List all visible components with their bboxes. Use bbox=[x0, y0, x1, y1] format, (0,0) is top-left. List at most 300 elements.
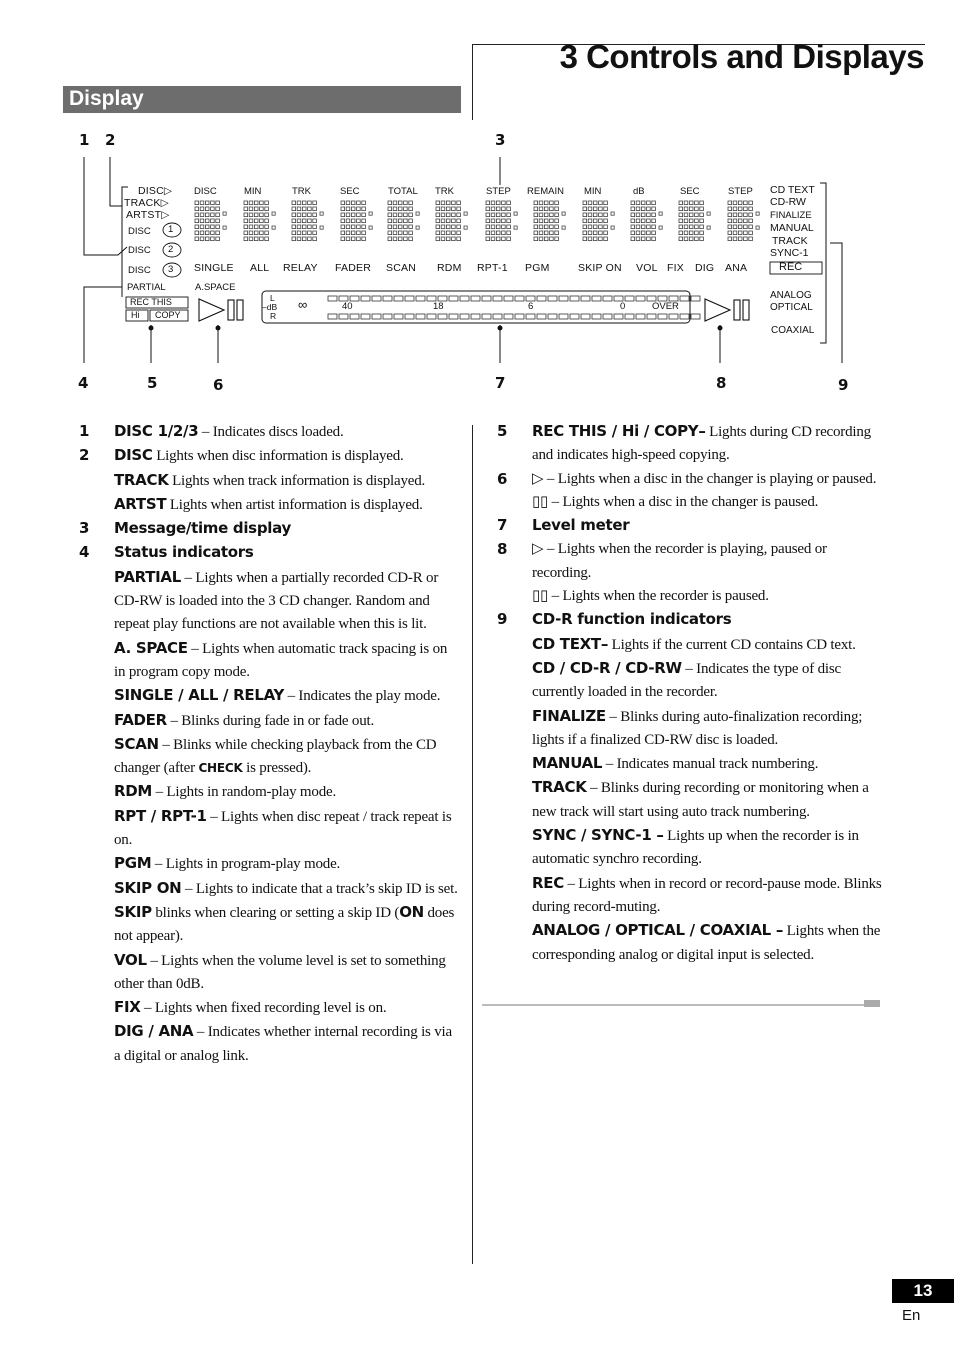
display-dot bbox=[249, 219, 253, 223]
display-dot bbox=[689, 219, 693, 223]
display-dot bbox=[404, 225, 408, 229]
meter-segment bbox=[647, 314, 656, 319]
display-dot bbox=[211, 201, 215, 205]
display-dot bbox=[244, 231, 248, 235]
display-dot bbox=[652, 225, 656, 229]
display-dot bbox=[728, 207, 732, 211]
display-dot bbox=[265, 225, 269, 229]
display-dot bbox=[744, 231, 748, 235]
display-dot bbox=[744, 201, 748, 205]
display-dot bbox=[244, 219, 248, 223]
meter-segment bbox=[328, 314, 337, 319]
display-dot bbox=[534, 237, 538, 241]
display-dot bbox=[583, 237, 587, 241]
display-dot bbox=[195, 231, 199, 235]
meter-segment bbox=[592, 296, 601, 301]
digit-header-11: STEP bbox=[728, 186, 753, 197]
display-dot bbox=[308, 237, 312, 241]
meter-segment bbox=[339, 314, 348, 319]
display-dot bbox=[641, 237, 645, 241]
display-dot bbox=[507, 201, 511, 205]
display-dot bbox=[652, 237, 656, 241]
meter-segment bbox=[669, 314, 678, 319]
meter-segment bbox=[449, 296, 458, 301]
display-dot bbox=[631, 201, 635, 205]
display-dot bbox=[404, 219, 408, 223]
callout-8: 8 bbox=[716, 374, 727, 392]
cdr-indicator-2: FINALIZE bbox=[770, 210, 812, 221]
display-dot bbox=[436, 207, 440, 211]
display-dot bbox=[583, 213, 587, 217]
display-dot bbox=[486, 231, 490, 235]
display-dot bbox=[486, 213, 490, 217]
display-dot bbox=[409, 207, 413, 211]
display-dot bbox=[550, 213, 554, 217]
display-dot bbox=[593, 213, 597, 217]
display-dot bbox=[452, 201, 456, 205]
display-dot bbox=[265, 219, 269, 223]
display-dot bbox=[195, 225, 199, 229]
display-dot bbox=[544, 219, 548, 223]
display-dot bbox=[534, 225, 538, 229]
meter-segment bbox=[537, 314, 546, 319]
display-dot bbox=[292, 201, 296, 205]
display-dot bbox=[398, 231, 402, 235]
meter-r-label: R bbox=[270, 311, 277, 321]
display-dot bbox=[357, 231, 361, 235]
display-dot bbox=[583, 219, 587, 223]
display-dot bbox=[588, 207, 592, 211]
display-dot bbox=[393, 219, 397, 223]
display-dot bbox=[357, 213, 361, 217]
display-dot bbox=[200, 201, 204, 205]
display-dot bbox=[446, 225, 450, 229]
display-dot bbox=[254, 237, 258, 241]
display-dot bbox=[404, 231, 408, 235]
display-dot bbox=[457, 201, 461, 205]
display-dot bbox=[436, 213, 440, 217]
display-dot bbox=[604, 219, 608, 223]
meter-segment bbox=[383, 296, 392, 301]
display-dot bbox=[550, 225, 554, 229]
cdr-indicator-1: CD-RW bbox=[770, 196, 806, 208]
meter-segment bbox=[680, 296, 689, 301]
meter-segment bbox=[427, 314, 436, 319]
display-dot bbox=[544, 213, 548, 217]
display-dot bbox=[302, 213, 306, 217]
display-dot bbox=[297, 237, 301, 241]
display-dot bbox=[641, 201, 645, 205]
meter-segment bbox=[658, 314, 667, 319]
display-dot bbox=[534, 207, 538, 211]
display-dot bbox=[205, 207, 209, 211]
digit-header-1: MIN bbox=[244, 186, 262, 197]
display-dot bbox=[496, 219, 500, 223]
display-dot bbox=[491, 219, 495, 223]
meter-segment bbox=[449, 314, 458, 319]
display-dot bbox=[452, 231, 456, 235]
display-dot bbox=[409, 219, 413, 223]
display-dot bbox=[297, 201, 301, 205]
display-dot bbox=[555, 231, 559, 235]
mode-indicator-0: SINGLE bbox=[194, 262, 234, 274]
display-dot bbox=[544, 201, 548, 205]
display-dot bbox=[436, 219, 440, 223]
display-dot bbox=[604, 225, 608, 229]
display-dot bbox=[695, 237, 699, 241]
display-dot bbox=[631, 237, 635, 241]
digit-header-10: SEC bbox=[680, 186, 700, 197]
entry-cdtype: CD / CD-R / CD-RW – Indicates the type of disc currently loaded in the recorder. bbox=[532, 658, 841, 701]
meter-segment bbox=[603, 314, 612, 319]
display-dot bbox=[539, 207, 543, 211]
display-dot bbox=[679, 201, 683, 205]
display-dot bbox=[593, 201, 597, 205]
meter-scale-0: ∞ bbox=[298, 297, 308, 312]
display-dot bbox=[398, 219, 402, 223]
meter-segment bbox=[460, 296, 469, 301]
display-dot bbox=[749, 201, 753, 205]
meter-segment bbox=[526, 314, 535, 319]
display-dot bbox=[728, 225, 732, 229]
display-dot bbox=[249, 207, 253, 211]
display-dot bbox=[502, 231, 506, 235]
display-dot bbox=[534, 219, 538, 223]
display-dot bbox=[738, 207, 742, 211]
display-dot bbox=[689, 201, 693, 205]
display-dot bbox=[195, 207, 199, 211]
display-dot bbox=[486, 237, 490, 241]
display-dot bbox=[550, 219, 554, 223]
display-dot bbox=[457, 225, 461, 229]
display-dot bbox=[583, 207, 587, 211]
display-dot bbox=[544, 225, 548, 229]
display-dot bbox=[496, 225, 500, 229]
recorder-play-pause-icon bbox=[705, 299, 749, 321]
display-dot bbox=[631, 219, 635, 223]
end-rule bbox=[482, 1004, 866, 1006]
entry-input: ANALOG / OPTICAL / COAXIAL – Lights when the corresponding analog or digital input is selected. bbox=[532, 921, 881, 963]
display-dot bbox=[346, 225, 350, 229]
display-dot bbox=[695, 213, 699, 217]
display-dot bbox=[733, 219, 737, 223]
callout-6: 6 bbox=[213, 376, 224, 394]
display-dot bbox=[292, 219, 296, 223]
display-dot bbox=[244, 207, 248, 211]
display-dot bbox=[441, 207, 445, 211]
display-dot bbox=[636, 201, 640, 205]
display-dot bbox=[346, 237, 350, 241]
display-dot bbox=[486, 207, 490, 211]
display-dot bbox=[695, 219, 699, 223]
meter-segment bbox=[603, 296, 612, 301]
cdr-indicator-3: MANUAL bbox=[770, 222, 814, 234]
display-dot bbox=[265, 207, 269, 211]
display-dot bbox=[351, 201, 355, 205]
display-dot bbox=[555, 213, 559, 217]
display-dot bbox=[302, 219, 306, 223]
meter-segment bbox=[537, 296, 546, 301]
display-dot bbox=[292, 237, 296, 241]
display-dot bbox=[588, 219, 592, 223]
entry-8: 8 ▷ – Lights when the recorder is playing, paused or recording. bbox=[497, 540, 827, 581]
column-divider bbox=[472, 425, 473, 1264]
display-dot bbox=[409, 231, 413, 235]
display-dot bbox=[647, 225, 651, 229]
entry-scan: SCAN – Blinks while checking playback from the CD changer (after CHECK is pressed). bbox=[114, 734, 437, 777]
display-dot bbox=[211, 225, 215, 229]
display-dot bbox=[260, 207, 264, 211]
display-dot bbox=[744, 225, 748, 229]
page-number: 13 bbox=[892, 1279, 954, 1303]
display-dot bbox=[292, 207, 296, 211]
meter-scale-1: 40 bbox=[342, 301, 353, 312]
display-dot bbox=[441, 237, 445, 241]
changer-play-pause-icon bbox=[199, 299, 243, 321]
display-dot bbox=[388, 225, 392, 229]
display-dot bbox=[260, 219, 264, 223]
display-dot bbox=[496, 213, 500, 217]
display-dot bbox=[636, 231, 640, 235]
display-dot bbox=[441, 201, 445, 205]
display-dot bbox=[308, 207, 312, 211]
cdr-indicator-0: CD TEXT bbox=[770, 184, 815, 196]
display-dot bbox=[749, 231, 753, 235]
display-dot bbox=[302, 237, 306, 241]
display-dot bbox=[404, 207, 408, 211]
display-dot bbox=[604, 207, 608, 211]
digit-header-2: TRK bbox=[292, 186, 311, 197]
mode-indicator-4: SCAN bbox=[386, 262, 416, 274]
display-dot bbox=[631, 231, 635, 235]
digit-header-0: DISC bbox=[194, 186, 217, 197]
display-dot bbox=[744, 207, 748, 211]
display-dot bbox=[452, 219, 456, 223]
display-dot bbox=[733, 237, 737, 241]
display-dot bbox=[200, 219, 204, 223]
meter-l-label: L bbox=[270, 293, 275, 303]
display-dot bbox=[346, 219, 350, 223]
display-dot bbox=[550, 207, 554, 211]
display-dot bbox=[588, 201, 592, 205]
display-dot bbox=[313, 201, 317, 205]
display-dot bbox=[733, 207, 737, 211]
display-dot bbox=[200, 231, 204, 235]
display-dot bbox=[362, 225, 366, 229]
display-dot bbox=[679, 237, 683, 241]
end-rule-marker bbox=[864, 1000, 880, 1007]
callout-3: 3 bbox=[495, 131, 506, 149]
display-dot bbox=[446, 237, 450, 241]
display-dot bbox=[357, 225, 361, 229]
display-dot bbox=[738, 231, 742, 235]
display-dot bbox=[351, 207, 355, 211]
display-dot bbox=[647, 237, 651, 241]
display-dot bbox=[744, 237, 748, 241]
display-dot bbox=[457, 219, 461, 223]
display-dot bbox=[588, 237, 592, 241]
display-dot bbox=[689, 207, 693, 211]
display-dot bbox=[446, 207, 450, 211]
display-dot bbox=[534, 231, 538, 235]
display-dot bbox=[502, 201, 506, 205]
entry-cdtext: CD TEXT– Lights if the current CD contains CD text. bbox=[532, 634, 856, 653]
display-dot bbox=[254, 207, 258, 211]
display-dot bbox=[496, 201, 500, 205]
callout-9: 9 bbox=[838, 376, 849, 394]
display-dot bbox=[534, 201, 538, 205]
meter-segment bbox=[592, 314, 601, 319]
entry-manual: MANUAL – Indicates manual track numbering. bbox=[532, 754, 819, 773]
display-dot bbox=[205, 237, 209, 241]
display-dot bbox=[507, 237, 511, 241]
display-dot bbox=[313, 237, 317, 241]
display-dot bbox=[749, 213, 753, 217]
entry-7: 7 Level meter bbox=[497, 516, 630, 535]
display-dot bbox=[362, 213, 366, 217]
page-language: En bbox=[902, 1307, 921, 1324]
display-dot bbox=[393, 237, 397, 241]
display-dot bbox=[728, 201, 732, 205]
display-dot bbox=[599, 201, 603, 205]
meter-segment bbox=[394, 296, 403, 301]
mode-indicator-10: FIX bbox=[667, 262, 684, 274]
display-dot bbox=[733, 225, 737, 229]
display-dot bbox=[341, 213, 345, 217]
display-dot bbox=[216, 213, 220, 217]
display-dot bbox=[636, 237, 640, 241]
display-dot bbox=[491, 207, 495, 211]
display-dot bbox=[604, 201, 608, 205]
meter-segment bbox=[361, 314, 370, 319]
display-dot bbox=[507, 207, 511, 211]
display-dot bbox=[346, 213, 350, 217]
display-dot bbox=[496, 231, 500, 235]
display-dot bbox=[292, 231, 296, 235]
meter-segment bbox=[548, 314, 557, 319]
meter-segment bbox=[460, 314, 469, 319]
meter-segment bbox=[328, 296, 337, 301]
display-dot bbox=[260, 213, 264, 217]
display-dot bbox=[593, 237, 597, 241]
left-column bbox=[79, 420, 461, 1068]
chapter-title: 3 Controls and Displays bbox=[559, 38, 924, 75]
display-dot bbox=[362, 231, 366, 235]
entry-vol: VOL – Lights when the volume level is set to something other than 0dB. bbox=[114, 950, 446, 992]
display-dot bbox=[195, 213, 199, 217]
display-dot bbox=[362, 201, 366, 205]
entry-sync: SYNC / SYNC-1 – Lights up when the recorder is in automatic synchro recording. bbox=[532, 826, 859, 868]
display-dot bbox=[604, 231, 608, 235]
entry-4: 4 Status indicators bbox=[79, 543, 254, 562]
display-dot bbox=[641, 213, 645, 217]
display-dot bbox=[441, 219, 445, 223]
display-dot bbox=[652, 231, 656, 235]
display-dot bbox=[593, 219, 597, 223]
meter-segment bbox=[350, 314, 359, 319]
display-dot bbox=[689, 213, 693, 217]
display-dot bbox=[636, 219, 640, 223]
display-dot bbox=[362, 219, 366, 223]
display-dot bbox=[404, 237, 408, 241]
display-dot bbox=[211, 213, 215, 217]
panel-disc2-label: DISC bbox=[128, 245, 151, 256]
display-dot bbox=[341, 207, 345, 211]
meter-segment bbox=[372, 296, 381, 301]
display-dot bbox=[738, 213, 742, 217]
display-dot bbox=[636, 213, 640, 217]
panel-artst-label: ARTST▷ bbox=[126, 209, 170, 221]
display-dot bbox=[398, 237, 402, 241]
meter-segment bbox=[614, 314, 623, 319]
display-dot bbox=[491, 201, 495, 205]
display-dot bbox=[398, 213, 402, 217]
entry-rdm: RDM – Lights in random-play mode. bbox=[114, 782, 336, 801]
display-dot bbox=[409, 201, 413, 205]
panel-disc1-label: DISC bbox=[128, 226, 151, 237]
display-dot bbox=[749, 225, 753, 229]
display-dot bbox=[502, 219, 506, 223]
display-dot bbox=[491, 213, 495, 217]
panel-partial-label: PARTIAL bbox=[127, 282, 166, 293]
display-dot bbox=[728, 237, 732, 241]
meter-segment bbox=[636, 296, 645, 301]
display-dot bbox=[700, 201, 704, 205]
display-dot bbox=[357, 207, 361, 211]
digit-header-4: TOTAL bbox=[388, 186, 418, 197]
display-dot bbox=[216, 237, 220, 241]
display-dot bbox=[393, 201, 397, 205]
display-dot bbox=[388, 207, 392, 211]
header-vertical-rule bbox=[472, 44, 473, 120]
display-dot bbox=[216, 219, 220, 223]
display-dot bbox=[684, 225, 688, 229]
display-dot bbox=[738, 237, 742, 241]
digit-header-7: REMAIN bbox=[527, 186, 564, 197]
display-dot bbox=[195, 237, 199, 241]
display-dot bbox=[604, 213, 608, 217]
display-dot bbox=[652, 219, 656, 223]
display-dot bbox=[200, 207, 204, 211]
display-dot bbox=[679, 225, 683, 229]
meter-scale-4: 0 bbox=[620, 301, 626, 312]
display-dot bbox=[341, 237, 345, 241]
display-dot bbox=[583, 201, 587, 205]
callout-4: 4 bbox=[78, 374, 89, 392]
display-dot bbox=[357, 201, 361, 205]
display-dot bbox=[297, 213, 301, 217]
display-dot bbox=[502, 237, 506, 241]
display-dot bbox=[393, 231, 397, 235]
display-dot bbox=[446, 213, 450, 217]
entry-6: 6 ▷ – Lights when a disc in the changer is playing or paused. bbox=[497, 469, 877, 488]
display-dot bbox=[308, 225, 312, 229]
display-dot bbox=[216, 225, 220, 229]
display-dot bbox=[700, 225, 704, 229]
display-dot bbox=[216, 231, 220, 235]
cdr-indicator-9: COAXIAL bbox=[771, 325, 815, 336]
callout-1: 1 bbox=[79, 131, 90, 149]
display-dot bbox=[409, 213, 413, 217]
display-dot bbox=[507, 225, 511, 229]
display-dot bbox=[641, 225, 645, 229]
display-dot bbox=[486, 225, 490, 229]
display-dot bbox=[205, 213, 209, 217]
display-dot bbox=[313, 225, 317, 229]
panel-rec-this-label: REC THIS bbox=[130, 297, 172, 307]
digit-header-5: TRK bbox=[435, 186, 454, 197]
display-dot bbox=[265, 201, 269, 205]
